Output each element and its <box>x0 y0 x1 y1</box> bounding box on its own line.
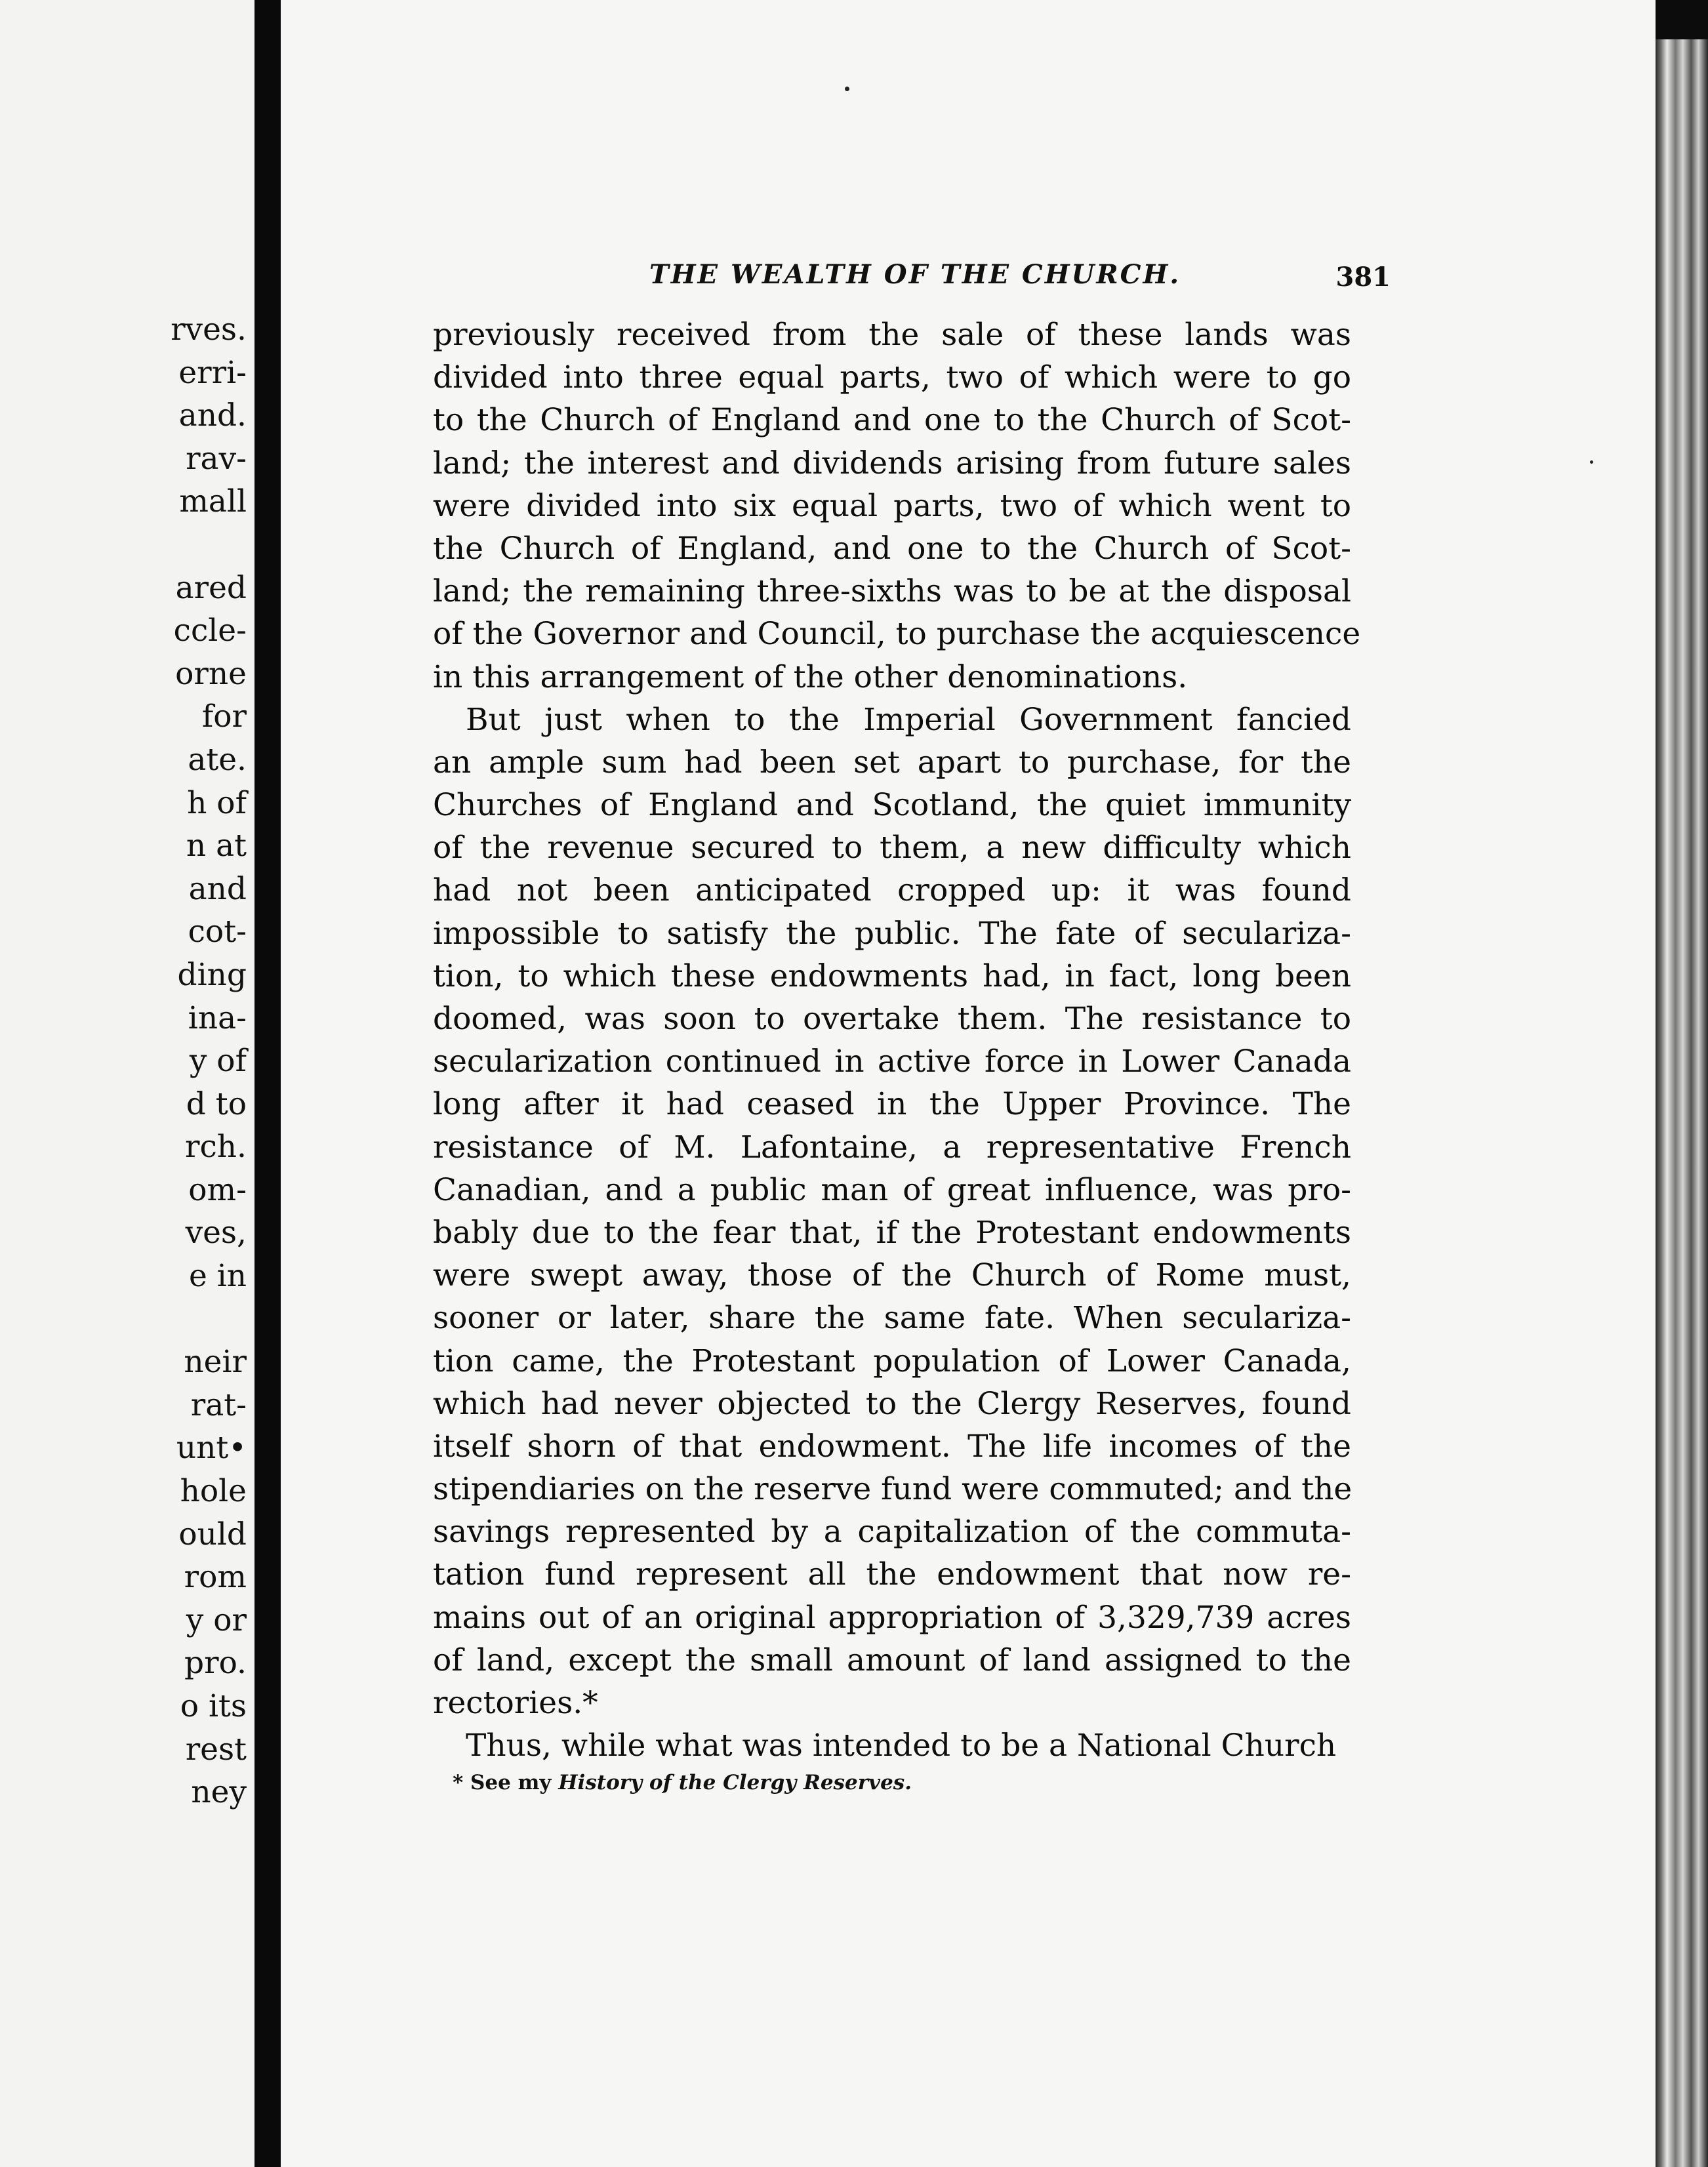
text-line: an ample sum had been set apart to purchase, for the <box>433 744 1351 780</box>
text-line: to the Church of England and one to the Church of Scot- <box>433 402 1351 439</box>
text-line: impossible to satisfy the public. The fate of seculariza- <box>433 915 1351 952</box>
text-line: of land, except the small amount of land assigned to the <box>433 1642 1351 1678</box>
left-fragment-line: neir <box>184 1344 247 1381</box>
text-line: were swept away, those of the Church of Rome must, <box>433 1257 1351 1294</box>
left-fragment-line: ate. <box>188 741 247 778</box>
footnote-title: History of the Clergy Reserves. <box>558 1771 912 1794</box>
left-facing-page <box>0 0 254 2167</box>
page-header <box>354 259 1391 298</box>
text-line: rectories.* <box>433 1685 598 1721</box>
left-fragment-line: om- <box>188 1171 247 1208</box>
left-fragment-line: and <box>188 870 247 907</box>
body-text <box>433 314 1361 1767</box>
text-line: of the Governor and Council, to purchase the acquiescence <box>433 616 1361 653</box>
left-fragment-line: n at <box>186 828 247 864</box>
left-fragment-line: ina- <box>188 1000 247 1036</box>
footnote-marker: * See my <box>453 1771 552 1794</box>
text-line: secularization continued in active force in Lower Canada <box>433 1043 1351 1080</box>
text-line: Canadian, and a public man of great influence, was pro- <box>433 1171 1351 1208</box>
left-fragment-line: mall <box>179 483 247 520</box>
text-line: doomed, was soon to overtake them. The resistance to <box>433 1001 1351 1037</box>
left-fragment-line: cot- <box>188 914 247 950</box>
left-fragment-line: y of <box>189 1043 247 1080</box>
left-fragment-line: and. <box>178 397 247 434</box>
left-fragment-line: for <box>201 699 247 735</box>
left-fragment-line: rest <box>185 1731 247 1768</box>
left-fragment-line: ves, <box>185 1215 247 1251</box>
left-fragment-line: ney <box>191 1774 247 1811</box>
left-fragment-line: d to <box>186 1085 247 1122</box>
left-fragment-line: ared <box>175 569 247 606</box>
text-line: mains out of an original appropriation of 3,329,739 acres <box>433 1599 1351 1636</box>
left-fragment-line <box>0 1298 247 1341</box>
text-line: had not been anticipated cropped up: it was found <box>433 872 1351 909</box>
left-fragment-line <box>0 523 247 567</box>
text-line: divided into three equal parts, two of which were to go <box>433 359 1351 396</box>
text-line: previously received from the sale of these lands was <box>433 317 1351 353</box>
text-line: But just when to the Imperial Government fancied <box>466 701 1351 738</box>
left-fragment-line: o its <box>180 1688 247 1724</box>
text-line: land; the remaining three-sixths was to be at the disposal <box>433 573 1351 610</box>
text-line: stipendiaries on the reserve fund were commuted; and the <box>433 1471 1352 1508</box>
text-line: savings represented by a capitalization of the commuta- <box>433 1514 1351 1550</box>
left-page-text-fragments <box>0 308 254 1814</box>
left-fragment-line: rom <box>184 1559 247 1596</box>
left-fragment-line: erri- <box>178 354 247 391</box>
page-edges <box>1656 39 1708 2167</box>
left-fragment-line: ccle- <box>173 613 247 649</box>
left-fragment-line: hole <box>180 1473 247 1510</box>
left-fragment-line: ould <box>178 1516 247 1552</box>
left-fragment-line: e in <box>188 1258 247 1295</box>
page-number: 381 <box>1335 262 1391 293</box>
text-line: were divided into six equal parts, two of which went to <box>433 487 1351 524</box>
left-fragment-line: rves. <box>171 312 247 348</box>
left-fragment-line: pro. <box>184 1645 247 1682</box>
text-line: Churches of England and Scotland, the quiet immunity <box>433 787 1351 824</box>
left-fragment-line: rav- <box>186 440 247 477</box>
text-line: Thus, while what was intended to be a National Church <box>466 1728 1337 1764</box>
left-fragment-line: orne <box>175 655 247 692</box>
text-line: itself shorn of that endowment. The life incomes of the <box>433 1428 1351 1465</box>
text-line: long after it had ceased in the Upper Province. The <box>433 1086 1351 1123</box>
text-line: bably due to the fear that, if the Protestant endowments <box>433 1214 1351 1251</box>
text-line: the Church of England, and one to the Church of Scot- <box>433 530 1351 567</box>
book-gutter <box>254 0 281 2167</box>
left-fragment-line: rat- <box>190 1387 247 1423</box>
text-line: resistance of M. Lafontaine, a representative French <box>433 1129 1351 1165</box>
text-line: sooner or later, share the same fate. When seculariza- <box>433 1300 1351 1337</box>
text-line: tion came, the Protestant population of Lower Canada, <box>433 1343 1351 1379</box>
text-line: land; the interest and dividends arising from future sales <box>433 445 1351 481</box>
left-fragment-line: y or <box>186 1602 247 1638</box>
text-line: which had never objected to the Clergy Reserves, found <box>433 1385 1351 1422</box>
left-fragment-line: rch. <box>185 1129 247 1165</box>
text-line: tation fund represent all the endowment that now re- <box>433 1556 1351 1593</box>
left-fragment-line: unt• <box>176 1430 247 1467</box>
footnote <box>453 1771 912 1794</box>
text-line: tion, to which these endowments had, in fact, long been <box>433 958 1351 994</box>
text-line: in this arrangement of the other denominations. <box>433 658 1188 695</box>
left-fragment-line: ding <box>177 956 247 993</box>
text-line: of the revenue secured to them, a new difficulty which <box>433 830 1351 866</box>
left-fragment-line: h of <box>187 784 247 821</box>
running-head: THE WEALTH OF THE CHURCH. <box>649 259 1181 290</box>
